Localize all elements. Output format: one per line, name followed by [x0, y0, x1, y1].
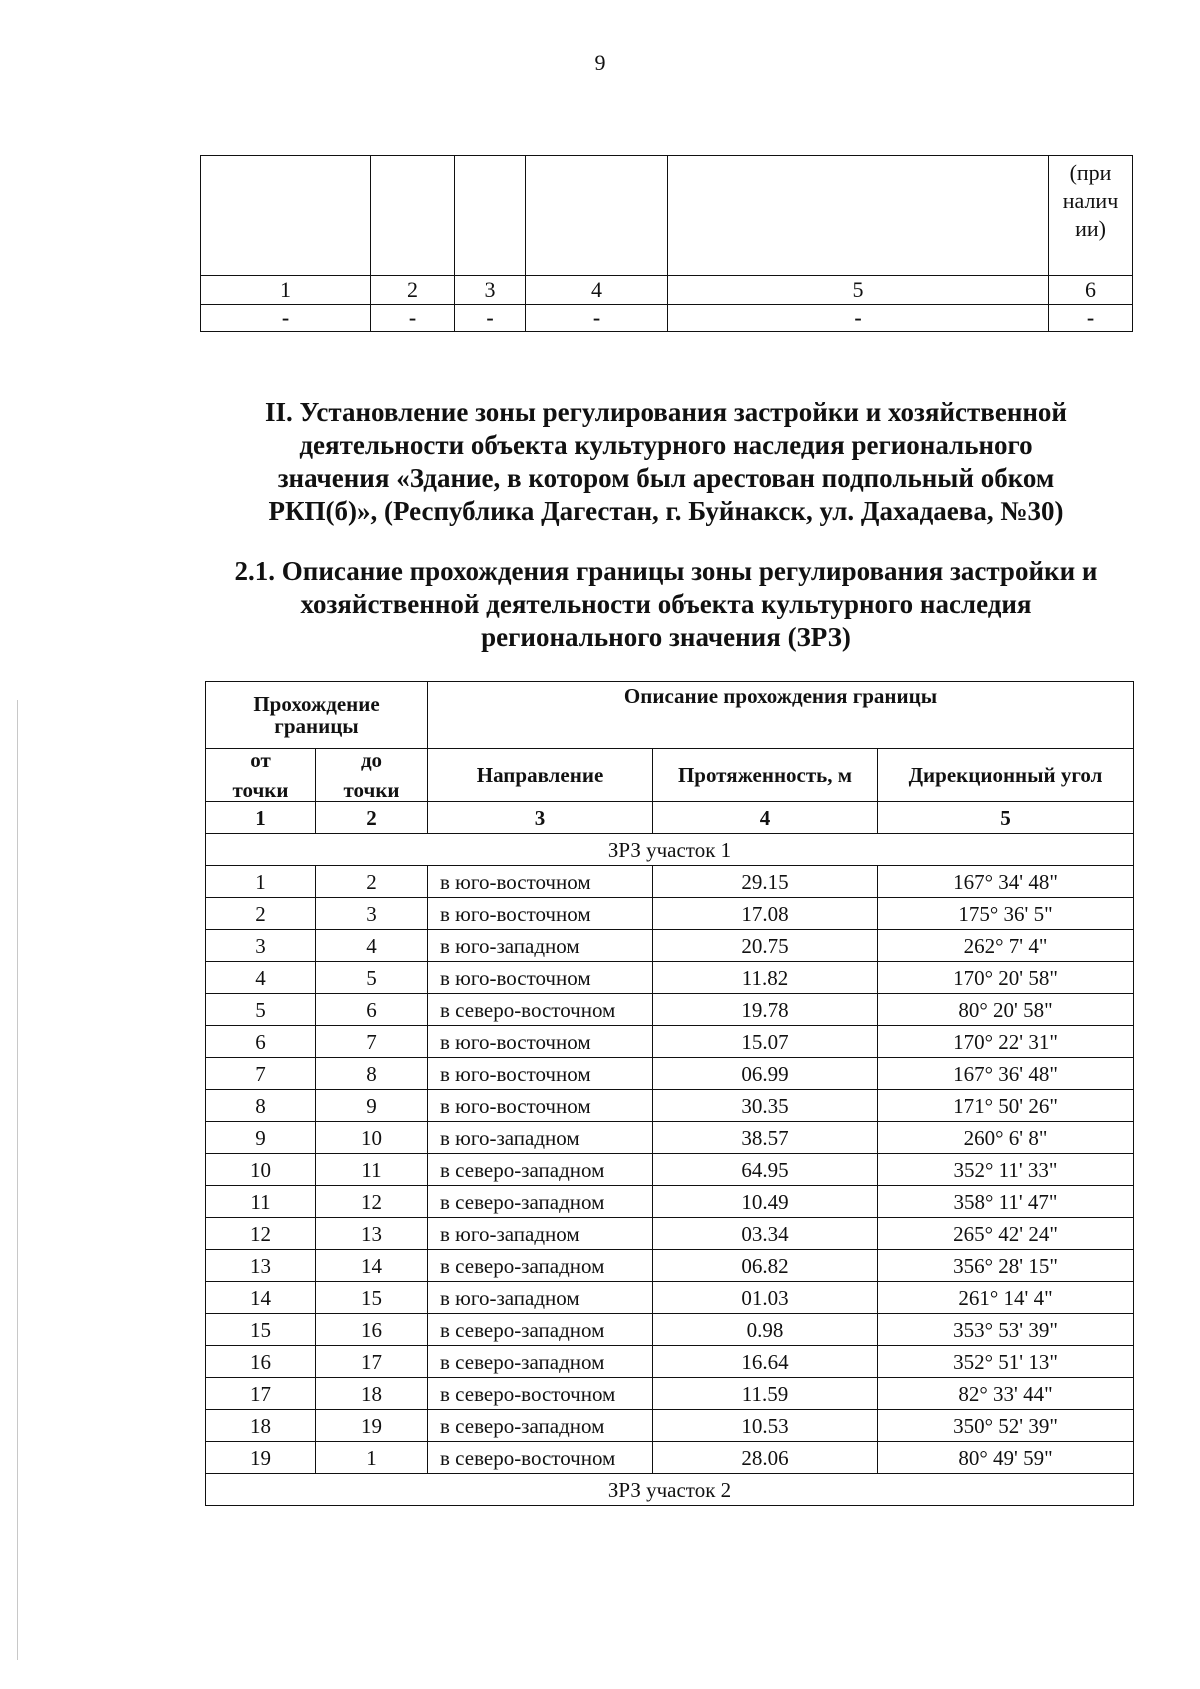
table-row — [206, 1058, 1134, 1090]
table-row — [206, 1410, 1134, 1442]
length-cell: 10.53 — [653, 1410, 878, 1442]
length-cell: 29.15 — [653, 866, 878, 898]
to-point-cell: 7 — [316, 1026, 428, 1058]
heading-line: РКП(б)», (Республика Дагестан, г. Буйнакск, ул. Дахадаева, №30) — [268, 496, 1064, 526]
direction-cell: в юго-восточном — [428, 1026, 653, 1058]
column-number: 4 — [526, 276, 668, 305]
section-label: ЗРЗ участок 1 — [206, 834, 1134, 866]
direction-cell: в юго-западном — [428, 1122, 653, 1154]
presence-note-line: (при — [1069, 160, 1112, 185]
column-number-row — [206, 802, 1134, 834]
from-point-cell: 15 — [206, 1314, 316, 1346]
to-point-cell: 1 — [316, 1442, 428, 1474]
to-point-cell: 16 — [316, 1314, 428, 1346]
table-row — [206, 930, 1134, 962]
to-point-cell: 17 — [316, 1346, 428, 1378]
from-point-cell: 3 — [206, 930, 316, 962]
direction-cell: в северо-западном — [428, 1154, 653, 1186]
table-row — [206, 1346, 1134, 1378]
table-footer-body — [206, 1474, 1134, 1506]
direction-cell: в северо-западном — [428, 1314, 653, 1346]
from-point-cell: 19 — [206, 1442, 316, 1474]
angle-cell: 261° 14' 4" — [878, 1282, 1134, 1314]
table-cell — [526, 156, 668, 276]
page-number: 9 — [594, 50, 606, 75]
table-row — [206, 1090, 1134, 1122]
header-line: Прохождение — [253, 692, 380, 716]
length-cell: 15.07 — [653, 1026, 878, 1058]
subsection-heading — [200, 555, 1132, 654]
to-point-header — [316, 749, 428, 802]
angle-cell: 352° 11' 33" — [878, 1154, 1134, 1186]
angle-cell: 356° 28' 15" — [878, 1250, 1134, 1282]
length-cell: 64.95 — [653, 1154, 878, 1186]
direction-cell: в северо-западном — [428, 1410, 653, 1442]
column-number: 6 — [1049, 276, 1133, 305]
dash-cell: - — [201, 305, 371, 332]
direction-cell: в юго-восточном — [428, 1090, 653, 1122]
from-point-cell: 7 — [206, 1058, 316, 1090]
length-cell: 11.82 — [653, 962, 878, 994]
column-number: 5 — [668, 276, 1049, 305]
from-point-cell: 6 — [206, 1026, 316, 1058]
length-cell: 19.78 — [653, 994, 878, 1026]
from-point-cell: 11 — [206, 1186, 316, 1218]
column-number: 1 — [206, 802, 316, 834]
table-row — [206, 1378, 1134, 1410]
column-number: 3 — [455, 276, 526, 305]
length-header: Протяженность, м — [653, 749, 878, 802]
from-point-cell: 12 — [206, 1218, 316, 1250]
boundary-description-table — [205, 681, 1134, 1506]
scan-margin-line — [17, 700, 18, 1660]
from-point-cell: 4 — [206, 962, 316, 994]
angle-cell: 80° 49' 59" — [878, 1442, 1134, 1474]
length-cell: 06.99 — [653, 1058, 878, 1090]
to-point-cell: 15 — [316, 1282, 428, 1314]
direction-cell: в северо-западном — [428, 1186, 653, 1218]
boundary-passage-header — [206, 682, 428, 749]
length-cell: 28.06 — [653, 1442, 878, 1474]
direction-cell: в юго-восточном — [428, 1058, 653, 1090]
from-point-header — [206, 749, 316, 802]
direction-cell: в юго-западном — [428, 930, 653, 962]
heading-line: регионального значения (ЗРЗ) — [481, 622, 851, 652]
angle-cell: 170° 20' 58" — [878, 962, 1134, 994]
table-row — [206, 1122, 1134, 1154]
from-point-cell: 10 — [206, 1154, 316, 1186]
dash-cell: - — [1049, 305, 1133, 332]
to-point-cell: 9 — [316, 1090, 428, 1122]
column-number: 4 — [653, 802, 878, 834]
from-point-cell: 8 — [206, 1090, 316, 1122]
angle-cell: 265° 42' 24" — [878, 1218, 1134, 1250]
to-point-cell: 8 — [316, 1058, 428, 1090]
table-cell — [455, 156, 526, 276]
dash-row — [201, 305, 1133, 332]
to-point-cell: 3 — [316, 898, 428, 930]
length-cell: 20.75 — [653, 930, 878, 962]
length-cell: 01.03 — [653, 1282, 878, 1314]
table-cell — [371, 156, 455, 276]
direction-cell: в юго-западном — [428, 1218, 653, 1250]
table-row — [206, 1314, 1134, 1346]
direction-header: Направление — [428, 749, 653, 802]
length-cell: 17.08 — [653, 898, 878, 930]
continuation-table — [200, 155, 1133, 332]
angle-cell: 175° 36' 5" — [878, 898, 1134, 930]
heading-line: II. Установление зоны регулирования застройки и хозяйственной — [265, 397, 1067, 427]
column-number: 2 — [316, 802, 428, 834]
angle-cell: 353° 53' 39" — [878, 1314, 1134, 1346]
from-point-cell: 2 — [206, 898, 316, 930]
direction-cell: в юго-восточном — [428, 866, 653, 898]
presence-note-line: налич — [1062, 188, 1119, 213]
length-cell: 38.57 — [653, 1122, 878, 1154]
section-row — [206, 834, 1134, 866]
angle-cell: 80° 20' 58" — [878, 994, 1134, 1026]
column-number: 5 — [878, 802, 1134, 834]
direction-cell: в северо-восточном — [428, 1442, 653, 1474]
table-cell — [201, 156, 371, 276]
angle-header: Дирекционный угол — [878, 749, 1134, 802]
to-point-cell: 11 — [316, 1154, 428, 1186]
from-point-cell: 16 — [206, 1346, 316, 1378]
from-point-cell: 13 — [206, 1250, 316, 1282]
heading-line: 2.1. Описание прохождения границы зоны регулирования застройки и — [234, 556, 1098, 586]
heading-line: хозяйственной деятельности объекта культурного наследия — [300, 589, 1032, 619]
length-cell: 10.49 — [653, 1186, 878, 1218]
table-row — [206, 1186, 1134, 1218]
column-number: 2 — [371, 276, 455, 305]
angle-cell: 171° 50' 26" — [878, 1090, 1134, 1122]
direction-cell: в юго-западном — [428, 1282, 653, 1314]
table-row — [206, 962, 1134, 994]
to-point-cell: 13 — [316, 1218, 428, 1250]
column-number-row — [201, 276, 1133, 305]
direction-cell: в северо-западном — [428, 1346, 653, 1378]
to-point-cell: 18 — [316, 1378, 428, 1410]
length-cell: 16.64 — [653, 1346, 878, 1378]
to-point-cell: 5 — [316, 962, 428, 994]
length-cell: 30.35 — [653, 1090, 878, 1122]
header-line: границы — [274, 714, 359, 738]
table-row — [206, 1218, 1134, 1250]
header-line: от — [250, 748, 271, 772]
to-point-cell: 10 — [316, 1122, 428, 1154]
table-row — [201, 156, 1133, 276]
table-row — [206, 898, 1134, 930]
direction-cell: в юго-восточном — [428, 898, 653, 930]
from-point-cell: 18 — [206, 1410, 316, 1442]
to-point-cell: 6 — [316, 994, 428, 1026]
section-label: ЗРЗ участок 2 — [206, 1474, 1134, 1506]
length-cell: 06.82 — [653, 1250, 878, 1282]
length-cell: 11.59 — [653, 1378, 878, 1410]
angle-cell: 352° 51' 13" — [878, 1346, 1134, 1378]
header-line: Описание прохождения границы — [623, 684, 938, 708]
length-cell: 03.34 — [653, 1218, 878, 1250]
dash-cell: - — [371, 305, 455, 332]
heading-line: значения «Здание, в котором был арестован подпольный обком — [277, 463, 1055, 493]
direction-cell: в северо-западном — [428, 1250, 653, 1282]
header-line: до — [360, 748, 383, 772]
direction-cell: в юго-восточном — [428, 962, 653, 994]
direction-cell: в северо-восточном — [428, 1378, 653, 1410]
angle-cell: 350° 52' 39" — [878, 1410, 1134, 1442]
angle-cell: 260° 6' 8" — [878, 1122, 1134, 1154]
from-point-cell: 17 — [206, 1378, 316, 1410]
table-row — [206, 994, 1134, 1026]
dash-cell: - — [455, 305, 526, 332]
header-line: точки — [232, 778, 289, 802]
column-number: 1 — [201, 276, 371, 305]
from-point-cell: 5 — [206, 994, 316, 1026]
from-point-cell: 9 — [206, 1122, 316, 1154]
angle-cell: 170° 22' 31" — [878, 1026, 1134, 1058]
angle-cell: 167° 36' 48" — [878, 1058, 1134, 1090]
from-point-cell: 1 — [206, 866, 316, 898]
header-line: точки — [343, 778, 400, 802]
section-heading — [200, 396, 1132, 528]
table-row — [206, 1282, 1134, 1314]
dash-cell: - — [526, 305, 668, 332]
to-point-cell: 2 — [316, 866, 428, 898]
angle-cell: 82° 33' 44" — [878, 1378, 1134, 1410]
to-point-cell: 14 — [316, 1250, 428, 1282]
length-cell: 0.98 — [653, 1314, 878, 1346]
table-row — [206, 866, 1134, 898]
to-point-cell: 4 — [316, 930, 428, 962]
to-point-cell: 12 — [316, 1186, 428, 1218]
presence-note-line: ии) — [1075, 216, 1106, 241]
angle-cell: 167° 34' 48" — [878, 866, 1134, 898]
column-number: 3 — [428, 802, 653, 834]
table-row — [206, 1154, 1134, 1186]
direction-cell: в северо-восточном — [428, 994, 653, 1026]
table-cell — [668, 156, 1049, 276]
table-row — [206, 1250, 1134, 1282]
table-row — [206, 1026, 1134, 1058]
angle-cell: 358° 11' 47" — [878, 1186, 1134, 1218]
presence-note-cell — [1049, 156, 1133, 276]
table-body — [206, 834, 1134, 1474]
from-point-cell: 14 — [206, 1282, 316, 1314]
section-row — [206, 1474, 1134, 1506]
angle-cell: 262° 7' 4" — [878, 930, 1134, 962]
table-header-row — [206, 682, 1134, 749]
heading-line: деятельности объекта культурного наследия регионального — [299, 430, 1033, 460]
to-point-cell: 19 — [316, 1410, 428, 1442]
table-row — [206, 1442, 1134, 1474]
dash-cell: - — [668, 305, 1049, 332]
description-header — [428, 682, 1134, 749]
